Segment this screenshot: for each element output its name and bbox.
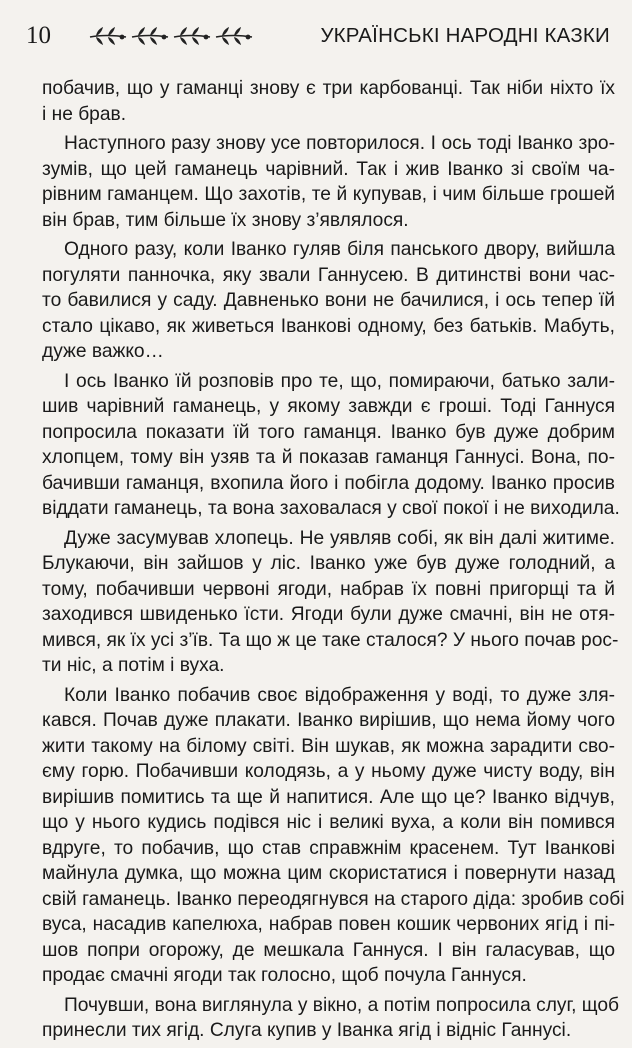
text-line: то бавилися у саду. Давненько вони не бачилися, і ось тепер їй xyxy=(42,290,615,311)
text-line: Одного разу, коли Іванко гуляв біля панського двору, вийшла xyxy=(64,239,615,260)
paragraph xyxy=(42,993,620,1044)
text-line: вуса, насадив капелюха, набрав повен кошик червоних ягід і пі- xyxy=(42,914,615,935)
text-line: заходився швиденько їсти. Ягоди були дуже смачні, він не отя- xyxy=(42,604,615,625)
page-number: 10 xyxy=(26,22,51,49)
page-header xyxy=(26,18,610,54)
leaf-sprig-icon xyxy=(130,24,170,48)
text-line: шив чарівний гаманець, у якому завжди є гроші. Тоді Ганнуся xyxy=(42,396,615,417)
story-text xyxy=(42,76,625,1048)
text-line: Дуже засумував хлопець. Не уявляв собі, як він далі житиме. xyxy=(64,527,615,549)
text-line: жити такому на білому світі. Він шукав, як можна зарадити сво- xyxy=(42,735,615,757)
text-line: Почувши, вона виглянула у вікно, а потім попросила слуг, щоб xyxy=(64,994,620,1016)
leaf-sprig-icon xyxy=(172,24,212,48)
paragraph xyxy=(42,683,625,989)
text-line: бачивши гаманця, вхопила його і побігла додому. Іванко просив xyxy=(42,472,615,494)
text-line: мився, як їх усі з’їв. Та що ж це таке сталося? У нього почав рос- xyxy=(42,629,619,651)
text-line: зумів, що цей гаманець чарівний. Так і жив Іванко зі своїм ча- xyxy=(42,158,615,180)
text-line: свій гаманець. Іванко переодягнувся на старого діда: зробив собі xyxy=(42,888,625,910)
paragraph xyxy=(42,237,615,365)
text-line: Коли Іванко побачив своє відображення у воді, то дуже зля- xyxy=(64,684,615,706)
text-line: принесли тих ягід. Слуга купив у Іванка ягід і відніс Ганнусі. xyxy=(42,1020,572,1041)
text-line: майнула думка, що можна цим скористатися і повернути назад xyxy=(42,863,615,884)
text-line: що у нього кудись подівся ніс і великі вуха, а коли він помився xyxy=(42,812,615,833)
text-line: тому, побачивши червоні ягоди, набрав їх повні пригорщі та й xyxy=(42,578,615,600)
text-line: дуже важко… xyxy=(42,341,164,362)
leaf-sprig-icon xyxy=(88,24,128,48)
text-line: і не брав. xyxy=(42,103,127,125)
paragraph xyxy=(42,76,615,127)
text-line: ти ніс, а потім і вуха. xyxy=(42,655,225,676)
text-line: рівним гаманцем. Що захотів, те й купував, і чим більше грошей xyxy=(42,184,615,205)
text-line: вдруге, то побачив, що став справжнім красенем. Тут Іванкові xyxy=(42,837,615,859)
text-line: стало цікаво, як живеться Іванкові одному, без батьків. Мабуть, xyxy=(42,315,615,337)
leaf-ornament-icon xyxy=(88,22,266,50)
text-line: побачив, що у гаманці знову є три карбованці. Так ніби ніхто їх xyxy=(42,78,615,99)
text-line: вирішив помитись та ще й напитися. Але що це? Іванко відчув, xyxy=(42,786,615,808)
text-line: Блукаючи, він зайшов у ліс. Іванко уже був дуже голодний, а xyxy=(42,553,615,574)
text-line: Наступного разу знову усе повторилося. І ось тоді Іванко зро- xyxy=(64,133,615,154)
text-line: єму горю. Побачивши колодязь, а у ньому дуже чисту воду, він xyxy=(42,761,615,782)
text-line: шов попри огорожу, де мешкала Ганнуся. І він галасував, що xyxy=(42,939,615,961)
text-line: він брав, тим більше їх знову з’являлося. xyxy=(42,209,409,231)
paragraph xyxy=(42,526,619,679)
paragraph xyxy=(42,131,615,233)
text-line: попросила показати їй того гаманця. Іванко був дуже добрим xyxy=(42,421,615,443)
text-line: продає смачні ягоди так голосно, щоб почула Ганнуся. xyxy=(42,965,527,986)
paragraph xyxy=(42,369,620,522)
text-line: погуляти панночка, яку звали Ганнусею. В дитинстві вони час- xyxy=(42,264,615,286)
text-line: кався. Почав дуже плакати. Іванко вирішив, що нема йому чого xyxy=(42,710,615,731)
leaf-sprig-icon xyxy=(214,24,254,48)
running-title: УКРАЇНСЬКІ НАРОДНІ КАЗКИ xyxy=(320,24,610,47)
text-line: хлопцем, тому він узяв та й показав гаманця Ганнусі. Вона, по- xyxy=(42,447,615,468)
text-line: І ось Іванко їй розповів про те, що, помираючи, батько зали- xyxy=(64,370,615,392)
text-line: віддати гаманець, та вона заховалася у свої покої і не виходила. xyxy=(42,498,620,519)
